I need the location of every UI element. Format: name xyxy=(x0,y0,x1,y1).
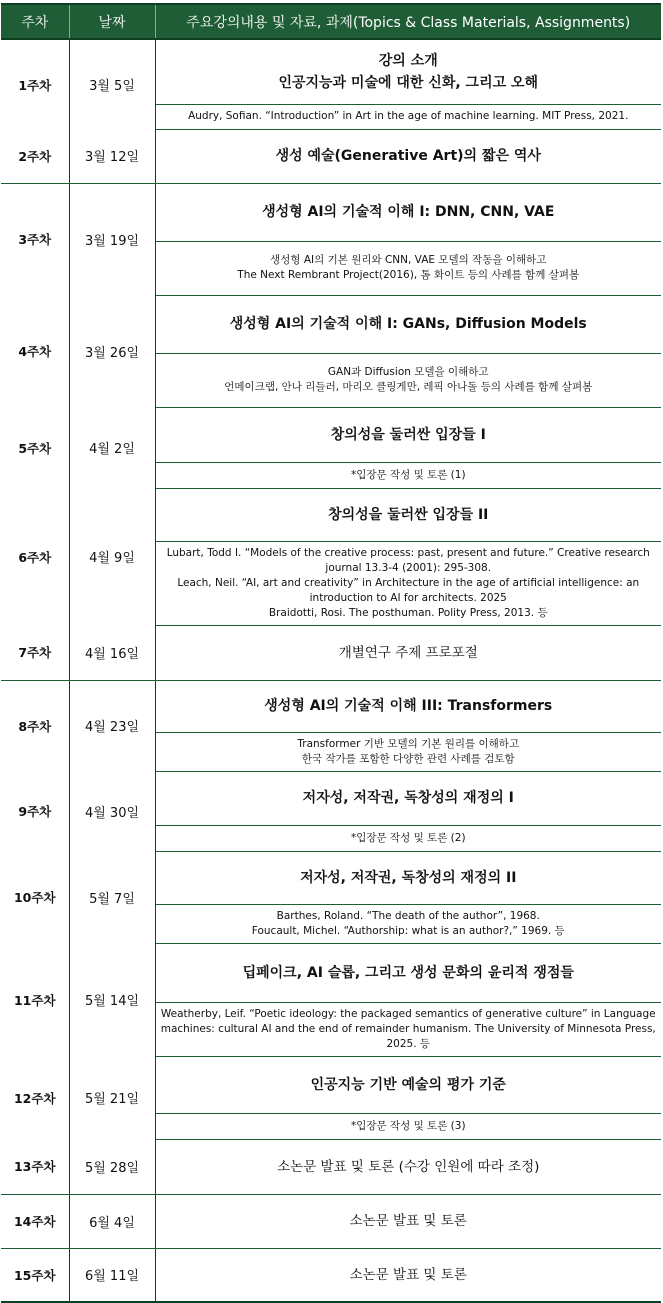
date-cell: 5월 28일 xyxy=(69,1139,155,1194)
header-content: 주요강의내용 및 자료, 과제(Topics & Class Materials, Assignments) xyxy=(155,4,661,39)
table-row xyxy=(1,1056,661,1113)
detail-line: 한국 작가를 포함한 다양한 관련 사례를 검토함 xyxy=(301,752,515,765)
date-cell: 3월 5일 xyxy=(69,39,155,129)
table-row xyxy=(1,183,661,241)
table-row xyxy=(1,943,661,1002)
topic-cell: 창의성을 둘러싼 입장들 II xyxy=(328,506,489,523)
week-cell: 2주차 xyxy=(1,129,69,183)
table-row xyxy=(1,625,661,680)
syllabus-table xyxy=(1,3,661,1303)
date-cell: 4월 23일 xyxy=(69,680,155,771)
detail-cell: Weatherby, Leif. “Poetic ideology: the packaged semantics of generative culture” in Language machines: cultural AI and the end of remainder humanism. The University of Minnesota Press, 2025. 등 xyxy=(155,1002,661,1056)
topic-cell: 저자성, 저작권, 독창성의 재정의 I xyxy=(302,790,514,806)
header-date: 날짜 xyxy=(69,4,155,39)
date-cell: 6월 11일 xyxy=(69,1248,155,1302)
date-cell: 5월 14일 xyxy=(69,943,155,1056)
week-cell: 3주차 xyxy=(1,183,69,295)
table-row xyxy=(1,1248,661,1302)
detail-line: Braidotti, Rosi. The posthuman. Polity Press, 2013. 등 xyxy=(268,606,548,619)
week-cell: 8주차 xyxy=(1,680,69,771)
topic-cell: 생성형 AI의 기술적 이해 I: DNN, CNN, VAE xyxy=(262,204,555,220)
week-cell: 7주차 xyxy=(1,625,69,680)
topic-cell: 소논문 발표 및 토론 xyxy=(155,1194,661,1248)
table-row xyxy=(1,851,661,904)
week-cell: 14주차 xyxy=(1,1194,69,1248)
detail-cell xyxy=(155,732,661,771)
detail-line: Lubart, Todd I. “Models of the creative process: past, present and future.” Creative research journal 13.3-4 (2001): 295-308. xyxy=(166,546,650,574)
syllabus-table-wrapper xyxy=(1,3,661,1285)
week-cell: 5주차 xyxy=(1,407,69,488)
week-cell: 6주차 xyxy=(1,488,69,625)
date-cell: 5월 21일 xyxy=(69,1056,155,1139)
table-row xyxy=(1,1194,661,1248)
week-cell: 1주차 xyxy=(1,39,69,129)
week-cell: 11주차 xyxy=(1,943,69,1056)
detail-cell: *입장문 작성 및 토론 (3) xyxy=(155,1113,661,1139)
topic-cell xyxy=(155,39,661,104)
date-cell: 5월 7일 xyxy=(69,851,155,943)
date-cell: 4월 9일 xyxy=(69,488,155,625)
detail-cell xyxy=(155,541,661,625)
topic-cell: 생성형 AI의 기술적 이해 III: Transformers xyxy=(264,698,553,714)
detail-cell xyxy=(155,241,661,295)
date-cell: 3월 12일 xyxy=(69,129,155,183)
topic-cell: 소논문 발표 및 토론 xyxy=(155,1248,661,1302)
detail-cell xyxy=(155,353,661,407)
detail-line: Leach, Neil. “AI, art and creativity” in Architecture in the age of artificial intelligence: an introduction to AI for architects. 2025 xyxy=(177,576,640,604)
detail-cell: Audry, Sofian. “Introduction” in Art in the age of machine learning. MIT Press, 2021. xyxy=(155,104,661,129)
topic-cell: 저자성, 저작권, 독창성의 재정의 II xyxy=(300,869,517,886)
detail-line: GAN과 Diffusion 모델을 이해하고 xyxy=(327,366,489,378)
table-row xyxy=(1,407,661,462)
header-week: 주차 xyxy=(1,4,69,39)
table-row xyxy=(1,488,661,541)
week-cell: 13주차 xyxy=(1,1139,69,1194)
table-row xyxy=(1,295,661,353)
detail-line: Transformer 기반 모델의 기본 원리를 이해하고 xyxy=(297,737,520,750)
detail-line: Barthes, Roland. “The death of the author”, 1968. xyxy=(276,909,540,922)
topic-cell: 생성형 AI의 기술적 이해 I: GANs, Diffusion Models xyxy=(229,316,587,332)
table-row xyxy=(1,1139,661,1194)
topic-cell: 소논문 발표 및 토론 (수강 인원에 따라 조정) xyxy=(155,1139,661,1194)
table-row xyxy=(1,129,661,183)
date-cell: 3월 26일 xyxy=(69,295,155,407)
topic-cell: 딥페이크, AI 슬롭, 그리고 생성 문화의 윤리적 쟁점들 xyxy=(242,964,574,981)
topic-cell: 창의성을 둘러싼 입장들 I xyxy=(330,426,486,443)
detail-cell xyxy=(155,904,661,943)
detail-line: 생성형 AI의 기본 원리와 CNN, VAE 모델의 작동을 이해하고 xyxy=(270,254,547,266)
detail-cell: *입장문 작성 및 토론 (1) xyxy=(155,462,661,488)
week-cell: 15주차 xyxy=(1,1248,69,1302)
date-cell: 6월 4일 xyxy=(69,1194,155,1248)
detail-line: 언메이크랩, 안나 리들러, 마리오 클링게만, 레픽 아나돌 등의 사례를 함께 살펴봄 xyxy=(224,381,593,393)
date-cell: 4월 30일 xyxy=(69,771,155,851)
week-cell: 10주차 xyxy=(1,851,69,943)
table-header-row xyxy=(1,4,661,39)
detail-line: Foucault, Michel. “Authorship: what is an author?,” 1969. 등 xyxy=(251,924,565,937)
topic-line: 강의 소개 xyxy=(378,52,438,69)
week-cell: 4주차 xyxy=(1,295,69,407)
date-cell: 3월 19일 xyxy=(69,183,155,295)
topic-cell: 개별연구 주제 프로포절 xyxy=(155,625,661,680)
date-cell: 4월 16일 xyxy=(69,625,155,680)
topic-cell: 생성 예술(Generative Art)의 짧은 역사 xyxy=(155,129,661,183)
topic-cell: 인공지능 기반 예술의 평가 기준 xyxy=(310,1076,506,1093)
table-row xyxy=(1,771,661,825)
table-row xyxy=(1,39,661,104)
week-cell: 12주차 xyxy=(1,1056,69,1139)
table-row xyxy=(1,680,661,732)
detail-cell: *입장문 작성 및 토론 (2) xyxy=(155,825,661,851)
date-cell: 4월 2일 xyxy=(69,407,155,488)
week-cell: 9주차 xyxy=(1,771,69,851)
detail-line: The Next Rembrant Project(2016), 톰 화이트 등의 사례를 함께 살펴봄 xyxy=(237,269,580,281)
topic-line: 인공지능과 미술에 대한 신화, 그리고 오해 xyxy=(278,74,539,91)
